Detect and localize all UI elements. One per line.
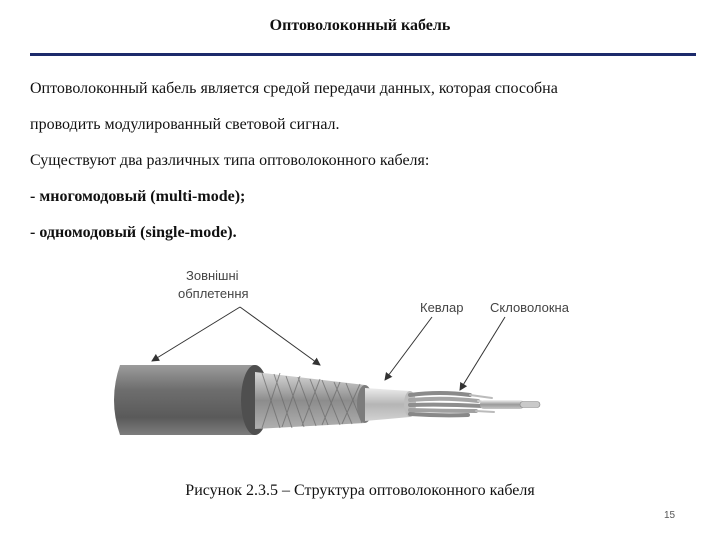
cable-outer-jacket [114,365,269,435]
cable-braid-layer [255,372,373,429]
title-divider [30,53,696,56]
label-outer-braid-line2: обплетення [178,286,249,301]
page-number: 15 [664,510,676,521]
paragraph-definition-line2: проводить модулированный световой сигнал. [30,116,340,133]
list-item-single-mode: - одномодовый (single-mode). [30,224,237,241]
label-kevlar: Кевлар [420,300,464,315]
figure-caption: Рисунок 2.3.5 – Структура оптоволоконного кабеля [185,482,535,499]
list-item-multi-mode: - многомодовый (multi-mode); [30,188,246,205]
cable-central-core [480,400,540,409]
label-glass-fiber: Скловолокна [490,300,569,315]
paragraph-types-intro: Существуют два различных типа оптоволоконного кабеля: [30,152,430,169]
slide-title: Оптоволоконный кабель [269,17,451,34]
paragraph-definition-line1: Оптоволоконный кабель является средой передачи данных, которая способна [30,80,558,97]
fiber-cable-diagram [0,255,720,480]
label-outer-braid-line1: Зовнішні [186,268,239,283]
